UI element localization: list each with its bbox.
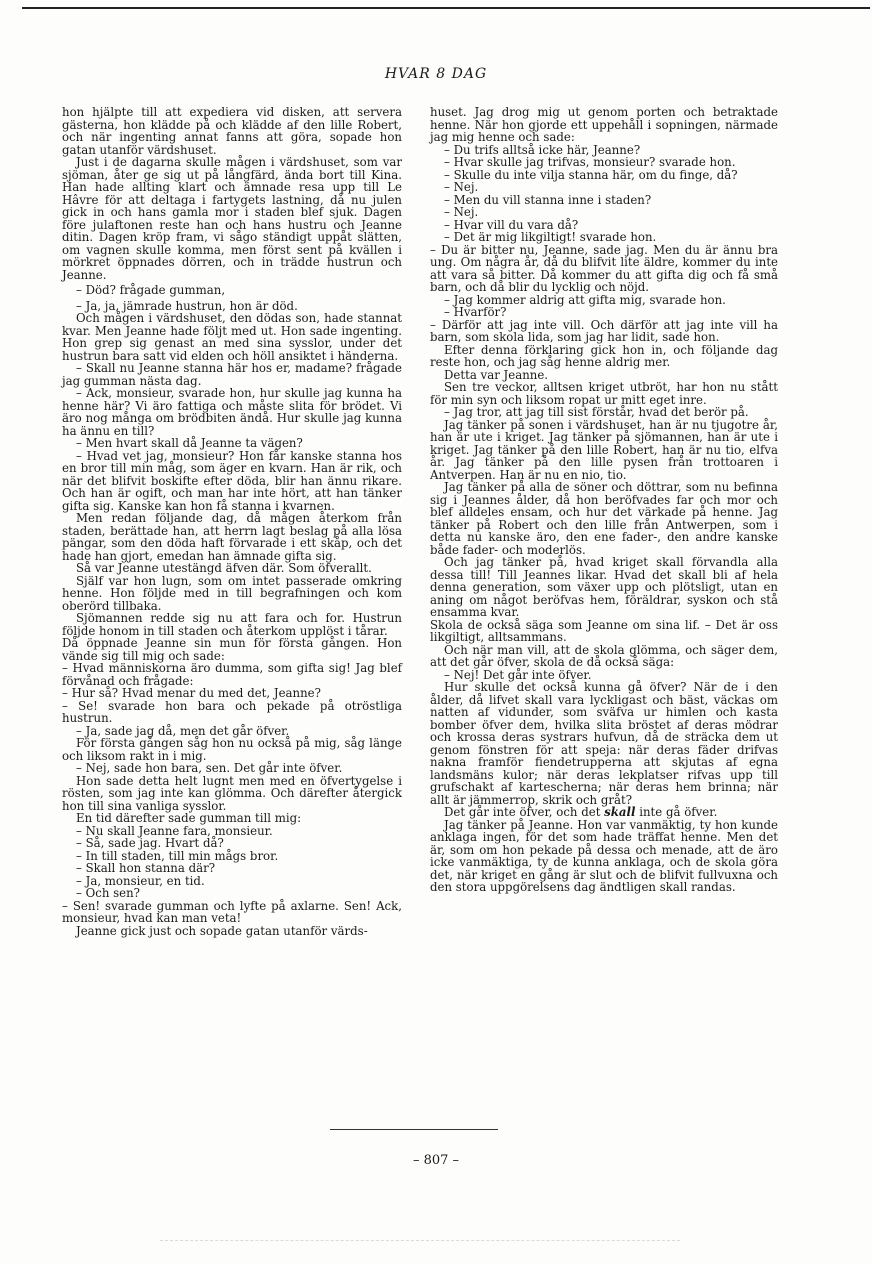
paragraph: Jag tänker på Jeanne. Hon var vanmäktig, ty hon kunde anklaga ingen, för det som hade träffat henne. Men det är, som om hon pekade på dessa och menade, att de äro icke vanmäktiga, ty de kunna anklaga, och de skola göra det, när kriget en gång är slut och de blifvit fullvuxna och den stora uppgörelsens dag ändtligen skall randas. <box>430 817 778 894</box>
paragraph: – Ja, sade jag då, men det går öfver. <box>76 723 290 738</box>
paragraph: Detta var Jeanne. <box>444 367 549 382</box>
paragraph: – Ack, monsieur, svarade hon, hur skulle jag kunna ha henne här? Vi äro fattiga och måste slita för brödet. Vi äro nog många om brödbiten ändå. Hur skulle jag kunna ha ännu en till? <box>62 386 402 438</box>
paragraph: För första gången såg hon nu också på mig, såg länge och liksom rakt in i mig. <box>62 736 402 763</box>
paragraph: – Ja, monsieur, en tid. <box>76 873 205 888</box>
paragraph: – Nej! Det går inte öfver. <box>444 667 592 682</box>
running-head: HVAR 8 DAG <box>384 66 488 82</box>
page-number: – 807 – <box>412 1153 460 1168</box>
paragraph: Och när man vill, att de skola glömma, och säger dem, att det går öfver, skola de då också säga: <box>430 642 778 669</box>
paragraph: Och mågen i värdshuset, den dödas son, hade stannat kvar. Men Jeanne hade följt med ut. Hon sade ingenting. Hon grep sig genast an med sina sysslor, under det hustrun bara satt vid elden och höll ansiktet i händerna. <box>62 311 402 363</box>
paragraph: – Men hvart skall då Jeanne ta vägen? <box>76 436 303 450</box>
paragraph: Och jag tänker på, hvad kriget skall förvandla alla dessa till! Till Jeannes likar. Hvad det skall bli af hela denna generation, som växer upp och plötsligt, utan en aning om något beröfvas hem, föräldrar, syskon och stå ensamma kvar. <box>430 555 778 619</box>
paragraph: – Jag tror, att jag till sist förstår, hvad det berör på. <box>444 405 749 419</box>
paragraph: – Därför att jag inte vill. Och därför att jag inte vill ha barn, som skola lida, som jag har lidit, sade hon. <box>430 317 778 344</box>
paragraph: hon hjälpte till att expediera vid disken, att servera gästerna, hon klädde på och klädde af den lille Robert, och när ingenting annat fanns att göra, sopade hon gatan utanför värdshuset. <box>62 105 402 157</box>
paragraph: Jag tänker på sonen i värdshuset, han är nu tjugotre år, han är ute i kriget. Jag tänker på sjömannen, han är ute i kriget. Jag tänker på den lille Robert, han är nu tio, elfva år. Jag tänker på den lille pysen från trottoaren i Antverpen. Han är nu en nio, tio. <box>430 417 778 482</box>
paragraph: – Hvar skulle jag trifvas, monsieur? svarade hon. <box>444 155 736 169</box>
paragraph: Just i de dagarna skulle mågen i värdshuset, som var sjöman, åter ge sig ut på långfärd, ända bort till Kina. Han hade allting klart och ämnade resa upp till Le Hâvre för att deltaga i fartygets lastning, då nu julen gick in och hans gamla mor i staden blef sjuk. Dagen före julaftonen reste han och hans hustru och Jeanne ditin. Dagen kröp fram, vi sågo ständigt uppåt slätten, om vagnen skulle komma, men först sent på kvällen i mörkret öppnades dörren, och in trädde hustrun och Jeanne. <box>62 155 402 282</box>
paragraph: – Men du vill stanna inne i staden? <box>444 192 652 207</box>
paragraph: – Skall hon stanna där? <box>76 861 216 875</box>
paragraph: – Nej, sade hon bara, sen. Det går inte öfver. <box>76 761 343 775</box>
paragraph: – Du trifs alltså icke här, Jeanne? <box>444 142 641 157</box>
paragraph: Då öppnade Jeanne sin mun för första gången. Hon vände sig till mig och sade: <box>62 636 402 663</box>
paragraph: – Ja, ja, jämrade hustrun, hon är död. <box>76 298 298 313</box>
paragraph: Det går inte öfver, och det skall inte gå öfver. <box>444 805 718 819</box>
paragraph: – Nej. <box>444 180 479 194</box>
paragraph: Skola de också säga som Jeanne om sina lif. – Det är oss likgiltigt, alltsammans. <box>430 617 778 644</box>
paragraph: Hur skulle det också kunna gå öfver? När de i den ålder, då lifvet skall vara lyckligast och bäst, väckas om natten af vidunder, som sväfva ur himlen och kasta bomber öfver dem, hvilka slita bröstet af deras mödrar och krossa deras systrars hufvun, då de sträcka dem ut genom fönstren för att speja: när deras fäder drifvas nakna framför fiendetrupperna att skjutas af egna landsmäns kulor; när deras lekplatser rifvas upp till grufschakt af kartescherna; när deras hem brinna; när allt är jämmerrop, skrik och gråt? <box>430 680 778 807</box>
paragraph: Jag tänker på alla de söner och döttrar, som nu befinna sig i Jeannes ålder, då hon beröfvades far och mor och blef alldeles ensam, och hur det värkade på henne. Jag tänker på Robert och den lille från Antwerpen, som i detta nu kanske äro, den ene fader-, den andre kanske både fader- och moderlös. <box>430 480 778 557</box>
paragraph: – Och sen? <box>76 886 140 900</box>
paragraph: – Sen! svarade gumman och lyfte på axlarne. Sen! Ack, monsieur, hvad kan man veta! <box>62 898 402 925</box>
paragraph: – Du är bitter nu, Jeanne, sade jag. Men du är ännu bra ung. Om några år, då du blifvit lite äldre, kommer du inte att vara så bitter. Då kommer du att gifta dig och få små barn, och då blir du lycklig och nöjd. <box>430 242 778 294</box>
paragraph: Efter denna förklaring gick hon in, och följande dag reste hon, och jag såg henne aldrig mer. <box>430 342 778 369</box>
paragraph: – Hvad vet jag, monsieur? Hon får kanske stanna hos en bror till min måg, som äger en kvarn. Han är rik, och när det blifvit boskifte efter döda, blir han ännu rikare. Och han är ogift, och man har inte hört, att han tänker gifta sig. Kanske kan hon få stanna i kvarnen. <box>62 448 402 513</box>
paragraph: Själf var hon lugn, som om intet passerade omkring henne. Hon följde med in till begrafningen och kom oberörd tillbaka. <box>62 573 402 613</box>
paragraph: – Nej. <box>444 205 479 219</box>
paragraph: En tid därefter sade gumman till mig: <box>76 811 302 825</box>
paragraph: Sen tre veckor, alltsen kriget utbröt, har hon nu stått för min syn och liksom ropat ur mitt eget inre. <box>430 380 778 407</box>
paragraph: – In till staden, till min mågs bror. <box>76 848 279 863</box>
paragraph: – Se! svarade hon bara och pekade på otröstliga hustrun. <box>62 698 402 725</box>
paragraph: huset. Jag drog mig ut genom porten och betraktade henne. När hon gjorde ett uppehåll i sopningen, närmade jag mig henne och sade: <box>430 105 778 144</box>
paragraph: – Nu skall Jeanne fara, monsieur. <box>76 823 273 838</box>
paragraph: – Död? frågade gumman, <box>76 283 226 297</box>
paragraph: Men redan följande dag, då mågen återkom från staden, berättade han, att herrn lagt beslag på alla lösa pängar, som den döda haft förvarade i ett skåp, och det hade han gjort, emedan han ämnade gifta sig. <box>62 511 402 563</box>
paragraph: – Så, sade jag. Hvart då? <box>76 836 224 850</box>
paragraph: – Skulle du inte vilja stanna här, om du finge, då? <box>444 167 738 182</box>
paragraph: – Hvad människorna äro dumma, som gifta sig! Jag blef förvånad och frågade: <box>62 661 402 688</box>
footer-rule <box>330 1129 498 1130</box>
top-rule <box>22 7 870 9</box>
paragraph: – Skall nu Jeanne stanna här hos er, madame? frågade jag gumman nästa dag. <box>62 361 402 388</box>
scan-noise <box>160 1240 680 1241</box>
paragraph: – Hvar vill du vara då? <box>444 217 579 232</box>
paragraph: Sjömannen redde sig nu att fara och for. Hustrun följde honom in till staden och återkom upplöst i tårar. <box>62 611 402 638</box>
paragraph: Så var Jeanne utestängd äfven där. Som öfverallt. <box>76 561 372 575</box>
paragraph: – Det är mig likgiltigt! svarade hon. <box>444 230 657 244</box>
paragraph: Hon sade detta helt lugnt men med en öfvertygelse i rösten, som jag inte kan glömma. Och därefter återgick hon till sina vanliga sysslor. <box>62 773 402 813</box>
right-column <box>430 106 778 894</box>
paragraph: – Jag kommer aldrig att gifta mig, svarade hon. <box>444 292 726 307</box>
paragraph: Jeanne gick just och sopade gatan utanför värds- <box>76 923 368 938</box>
paragraph: – Hvarför? <box>444 305 507 319</box>
left-column <box>62 106 402 937</box>
paragraph: – Hur så? Hvad menar du med det, Jeanne? <box>62 686 321 700</box>
